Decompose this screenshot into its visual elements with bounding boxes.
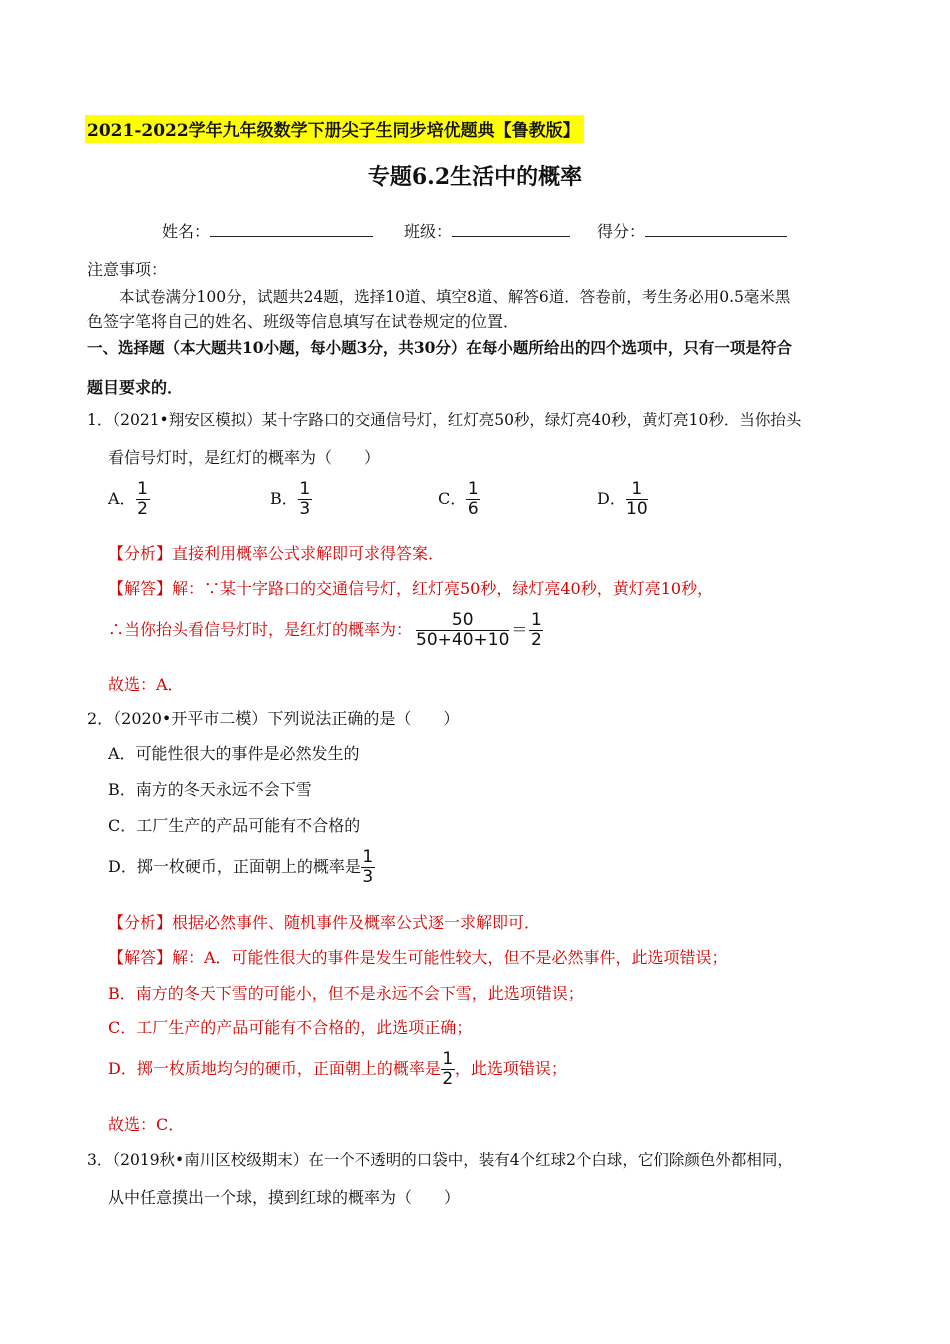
q1-option-c-fraction: $\frac{1}{6}$ [467, 479, 479, 519]
section-heading-line-1: 一、选择题（本大题共10小题，每小题3分，共30分）在每小题所给出的四个选项中，只有一项是符合 [87, 338, 792, 357]
q2-answer-c: C．工厂生产的产品可能有不合格的，此选项正确； [108, 1018, 473, 1037]
class-field[interactable] [404, 219, 570, 242]
q2-option-d-fraction: $\frac{1}{3}$ [362, 847, 374, 887]
q2-answer-d [108, 1050, 567, 1089]
section-heading-line-2: 题目要求的． [87, 378, 184, 397]
document-header: 2021-2022学年九年级数学下册尖子生同步培优题典【鲁教版】 [85, 115, 584, 143]
q2-option-b[interactable]: B．南方的冬天永远不会下雪 [108, 780, 312, 799]
q2-answer-b: B．南方的冬天下雪的可能小，但不是永远不会下雪，此选项错误； [108, 984, 584, 1003]
score-blank[interactable] [645, 220, 787, 237]
notes-heading: 注意事项： [87, 260, 168, 279]
notes-line-1: 本试卷满分100分，试题共24题，选择10道、填空8道、解答6道．答卷前，考生务必用0.5毫米黑 [119, 288, 791, 306]
q2-stem: 2．（2020•开平市二模）下列说法正确的是（ ） [87, 709, 460, 728]
q2-answer-a: 【解答】解：A．可能性很大的事件是发生可能性较大，但不是必然事件，此选项错误； [108, 948, 728, 967]
class-label: 班级： [404, 222, 453, 241]
q1-result-fraction: $\frac{1}{2}$ [531, 610, 542, 650]
score-label: 得分： [597, 222, 646, 241]
q1-answer-line-2 [108, 611, 543, 650]
q2-option-a[interactable]: A．可能性很大的事件是必然发生的 [108, 744, 360, 763]
q2-option-d[interactable] [108, 848, 375, 887]
q1-option-a-fraction: $\frac{1}{2}$ [137, 479, 148, 519]
q1-answer-fraction: $\frac{50}{50+40+10}$ [416, 610, 510, 650]
q1-stem-line-1: 1．（2021•翔安区模拟）某十字路口的交通信号灯，红灯亮50秒，绿灯亮40秒，黄灯亮10秒．当你抬头 [87, 411, 802, 429]
q2-answer-d-suffix: ，此选项错误； [454, 1059, 567, 1078]
q1-option-c-label: C． [438, 489, 467, 508]
name-label: 姓名： [162, 222, 211, 241]
q1-option-b-label: B． [270, 489, 298, 508]
q3-stem-line-1: 3．（2019秋•南川区校级期末）在一个不透明的口袋中，装有4个红球2个白球，它们除颜色外都相同， [87, 1151, 793, 1169]
q1-answer-text: ∴当你抬头看信号灯时，是红灯的概率为： [108, 620, 413, 639]
q2-answer-d-text: D．掷一枚质地均匀的硬币，正面朝上的概率是 [108, 1059, 441, 1078]
q1-option-c[interactable] [438, 480, 480, 519]
q1-answer-line-1: 【解答】解：∵某十字路口的交通信号灯，红灯亮50秒，绿灯亮40秒，黄灯亮10秒， [108, 579, 714, 598]
q2-option-d-text: D．掷一枚硬币，正面朝上的概率是 [108, 857, 361, 876]
name-blank[interactable] [210, 220, 373, 237]
q1-analysis: 【分析】直接利用概率公式求解即可求得答案． [108, 544, 445, 563]
q3-stem-line-2: 从中任意摸出一个球，摸到红球的概率为（ ） [108, 1188, 461, 1207]
notes-line-2: 色签字笔将自己的姓名、班级等信息填写在试卷规定的位置． [87, 312, 520, 331]
name-field[interactable] [162, 219, 373, 242]
page-title: 专题6.2生活中的概率 [367, 164, 583, 190]
q1-equals-sign: ＝ [511, 620, 528, 639]
q1-choose: 故选：A． [108, 675, 184, 694]
q1-option-b[interactable] [270, 480, 312, 519]
q1-option-d[interactable] [597, 480, 648, 519]
q2-analysis: 【分析】根据必然事件、随机事件及概率公式逐一求解即可． [108, 913, 541, 932]
score-field[interactable] [597, 219, 787, 242]
q1-stem-line-2: 看信号灯时，是红灯的概率为（ ） [108, 448, 381, 467]
q1-option-a[interactable] [108, 480, 150, 519]
q1-option-b-fraction: $\frac{1}{3}$ [299, 479, 311, 519]
q2-answer-d-fraction: $\frac{1}{2}$ [442, 1049, 454, 1089]
q2-option-c[interactable]: C．工厂生产的产品可能有不合格的 [108, 816, 361, 835]
class-blank[interactable] [452, 220, 570, 237]
q1-option-d-label: D． [597, 489, 626, 508]
q2-choose: 故选：C． [108, 1115, 185, 1134]
q1-option-d-fraction: $\frac{1}{10}$ [626, 479, 648, 519]
q1-option-a-label: A． [108, 489, 136, 508]
